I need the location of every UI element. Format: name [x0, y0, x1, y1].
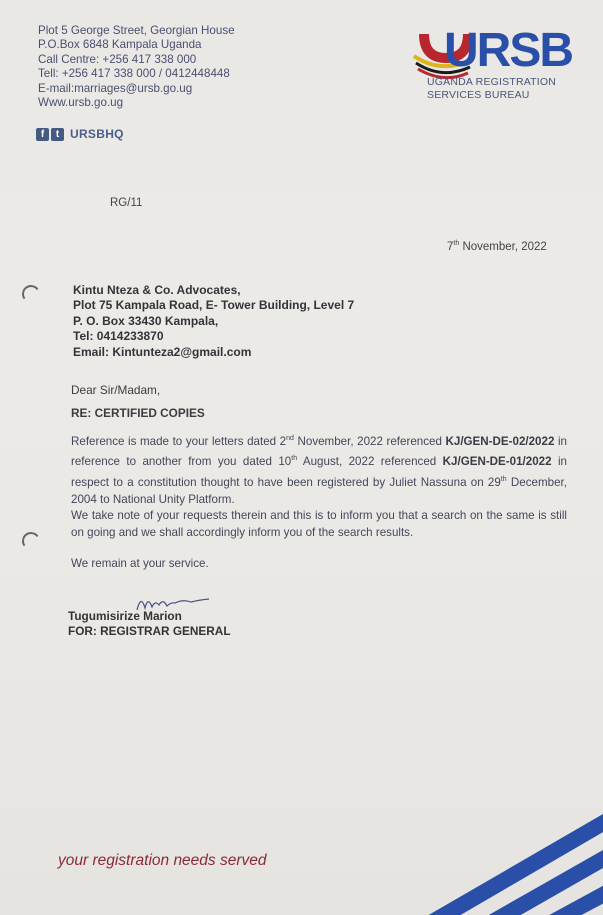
org-name-line: SERVICES BUREAU — [427, 89, 530, 101]
letter-date — [447, 240, 547, 253]
date-day: 7 — [447, 240, 454, 253]
signatory-title: FOR: REGISTRAR GENERAL — [68, 624, 231, 638]
org-name-line: UGANDA REGISTRATION — [427, 76, 557, 88]
letterhead-address — [38, 24, 235, 110]
social-handle: URSBHQ — [70, 127, 124, 141]
address-line: Plot 5 George Street, Georgian House — [38, 24, 235, 37]
paragraph-reference: Reference is made to your letters dated 2nd November, 2022 referenced KJ/GEN-DE-02/2022 in reference to another from you dated 10th August, 2022 referenced KJ/GEN-DE-01/2022 in respect to a constitution thought to have been registered by Juliet Nassuna on 29th December, 2004 to National Unity Platform. — [71, 434, 568, 506]
address-line: Tell: +256 417 338 000 / 0412448448 — [38, 67, 230, 81]
reference-number: RG/11 — [110, 197, 143, 209]
recipient-line: P. O. Box 33430 Kampala, — [73, 313, 219, 328]
recipient-line: Tel: 0414233870 — [73, 329, 164, 344]
reference-code: KJ/GEN-DE-01/2022 — [442, 455, 552, 469]
paragraph-closing: We remain at your service. — [71, 557, 209, 570]
footer-stripes-decoration — [380, 780, 603, 915]
subject-line: RE: CERTIFIED COPIES — [71, 406, 205, 420]
date-rest: November, 2022 — [459, 240, 547, 253]
punch-hole-mark — [21, 284, 42, 305]
signatory-block — [68, 609, 231, 639]
recipient-address — [73, 283, 354, 360]
facebook-icon: f — [36, 128, 49, 141]
address-line: Www.ursb.go.ug — [38, 96, 124, 110]
reference-code: KJ/GEN-DE-02/2022 — [445, 434, 555, 448]
recipient-line: Kintu Nteza & Co. Advocates, — [73, 283, 241, 297]
salutation: Dear Sir/Madam, — [71, 383, 161, 397]
footer-tagline: your registration needs served — [58, 852, 267, 869]
date-suffix: th — [453, 240, 460, 247]
organization-name — [427, 76, 556, 102]
signatory-name: Tugumisirize Marion — [68, 609, 182, 623]
address-line: Call Centre: +256 417 338 000 — [38, 52, 197, 66]
address-line: E-mail:marriages@ursb.go.ug — [38, 81, 193, 95]
punch-hole-mark — [21, 531, 42, 552]
twitter-icon: t — [51, 128, 64, 141]
recipient-line: Plot 75 Kampala Road, E- Tower Building, Level 7 — [73, 298, 355, 313]
social-handles — [36, 127, 124, 141]
logo-letters: URSB — [444, 24, 573, 77]
recipient-line: Email: Kintunteza2@gmail.com — [73, 344, 252, 359]
paragraph-status: We take note of your requests therein and this is to inform you that a search on the same is still on going and we shall accordingly inform you of the search results. — [71, 509, 567, 540]
address-line: P.O.Box 6848 Kampala Uganda — [38, 38, 202, 52]
